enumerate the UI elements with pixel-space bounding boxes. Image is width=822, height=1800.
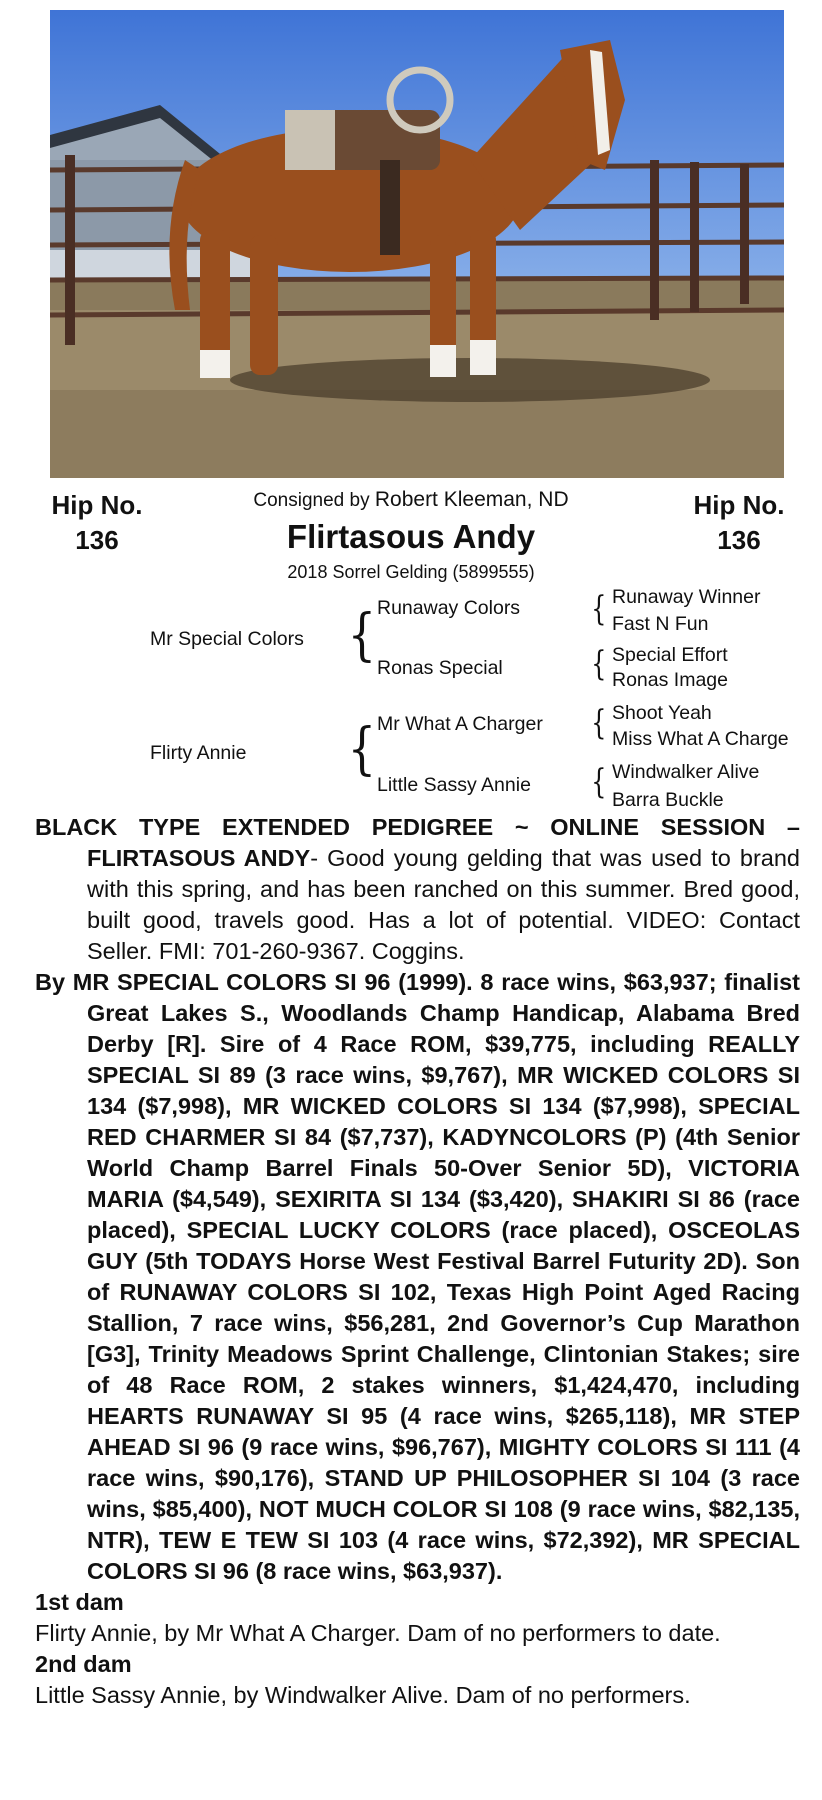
pedigree-gg-4: Ronas Image [612,669,728,691]
consigned-prefix: Consigned by [253,490,370,511]
second-dam-heading: 2nd dam [35,1651,132,1677]
pedigree-brace: { [591,703,607,743]
pedigree-gg-6: Miss What A Charge [612,728,789,750]
hip-label: Hip No. [51,490,143,520]
horse-name: Flirtasous Andy [286,518,536,555]
pedigree-gg-8: Barra Buckle [612,789,724,811]
pedigree-gg-3: Special Effort [612,644,728,666]
first-dam-heading: 1st dam [35,1589,124,1615]
pedigree-dam-sire: Mr What A Charger [377,713,543,735]
intro-text: - Good young gelding that was used to brand with this spring, and has been ranched on this summer. Bred good, built good, travels good. Has a lot of potential. VIDEO: Contact Seller. FMI: 701-260-9367. Coggins. [87,845,800,964]
pedigree-brace: { [347,603,377,668]
hip-number: 136 [75,525,119,555]
hip-number: 136 [717,525,761,555]
pedigree-brace: { [347,717,377,782]
consignor-line [0,488,822,512]
pedigree-gg-7: Windwalker Alive [612,761,760,783]
intro-bold: BLACK TYPE EXTENDED PEDIGREE ~ ONLINE SESSION – FLIRTASOUS ANDY [35,814,800,871]
horse-photo [50,10,784,478]
pedigree-sire-dam: Ronas Special [377,657,503,679]
pedigree-gg-5: Shoot Yeah [612,702,712,724]
second-dam-text: Little Sassy Annie, by Windwalker Alive. Dam of no performers. [35,1682,691,1708]
intro-paragraph [35,812,800,967]
pedigree-sire-sire: Runaway Colors [377,597,521,619]
pedigree-sire: Mr Special Colors [150,628,304,650]
first-dam-text: Flirty Annie, by Mr What A Charger. Dam of no performers to date. [35,1620,721,1646]
horse-description: 2018 Sorrel Gelding (5899555) [287,562,535,582]
pedigree-brace: { [591,589,607,629]
pedigree-dam-dam: Little Sassy Annie [377,774,531,796]
pedigree-dam: Flirty Annie [150,742,247,764]
pedigree-brace: { [591,762,607,802]
pedigree-gg-1: Runaway Winner [612,586,761,608]
consignor-name: Robert Kleeman, ND [374,488,569,511]
sire-paragraph: By MR SPECIAL COLORS SI 96 (1999). 8 race wins, $63,937; finalist Great Lakes S., Woodlands Champ Handicap, Alabama Bred Derby [R]. Sire of 4 Race ROM, $39,775, including REALLY SPECIAL SI 89 (3 race wins, $9,767), MR WICKED COLORS SI 134 ($7,998), MR WICKED COLORS SI 134 ($7,998), SPECIAL RED CHARMER SI 84 ($7,737), KADYNCOLORS (P) (4th Senior World Champ Barrel Finals 50-Over Senior 5D), VICTORIA MARIA ($4,549), SEXIRITA SI 134 ($3,420), SHAKIRI SI 86 (race placed), SPECIAL LUCKY COLORS (race placed), OSCEOLAS GUY (5th TODAYS Horse West Festival Barrel Futurity 2D). Son of RUNAWAY COLORS SI 102, Texas High Point Aged Racing Stallion, 7 race wins, $56,281, 2nd Governor’s Cup Marathon [G3], Trinity Meadows Sprint Challenge, Clintonian Stakes; sire of 48 Race ROM, 2 stakes winners, $1,424,470, including HEARTS RUNAWAY SI 95 (4 race wins, $265,118), MR STEP AHEAD SI 96 (9 race wins, $96,767), MIGHTY COLORS SI 111 (4 race wins, $90,176), STAND UP PHILOSOPHER SI 104 (3 race wins, $85,400), NOT MUCH COLOR SI 108 (9 race wins, $82,135, NTR), TEW E TEW SI 103 (4 race wins, $72,392), MR SPECIAL COLORS SI 96 (8 race wins, $63,937). [35,969,800,1584]
catalog-text [35,812,800,1711]
pedigree-brace: { [591,644,607,684]
hip-label: Hip No. [693,490,785,520]
pedigree-gg-2: Fast N Fun [612,613,709,635]
